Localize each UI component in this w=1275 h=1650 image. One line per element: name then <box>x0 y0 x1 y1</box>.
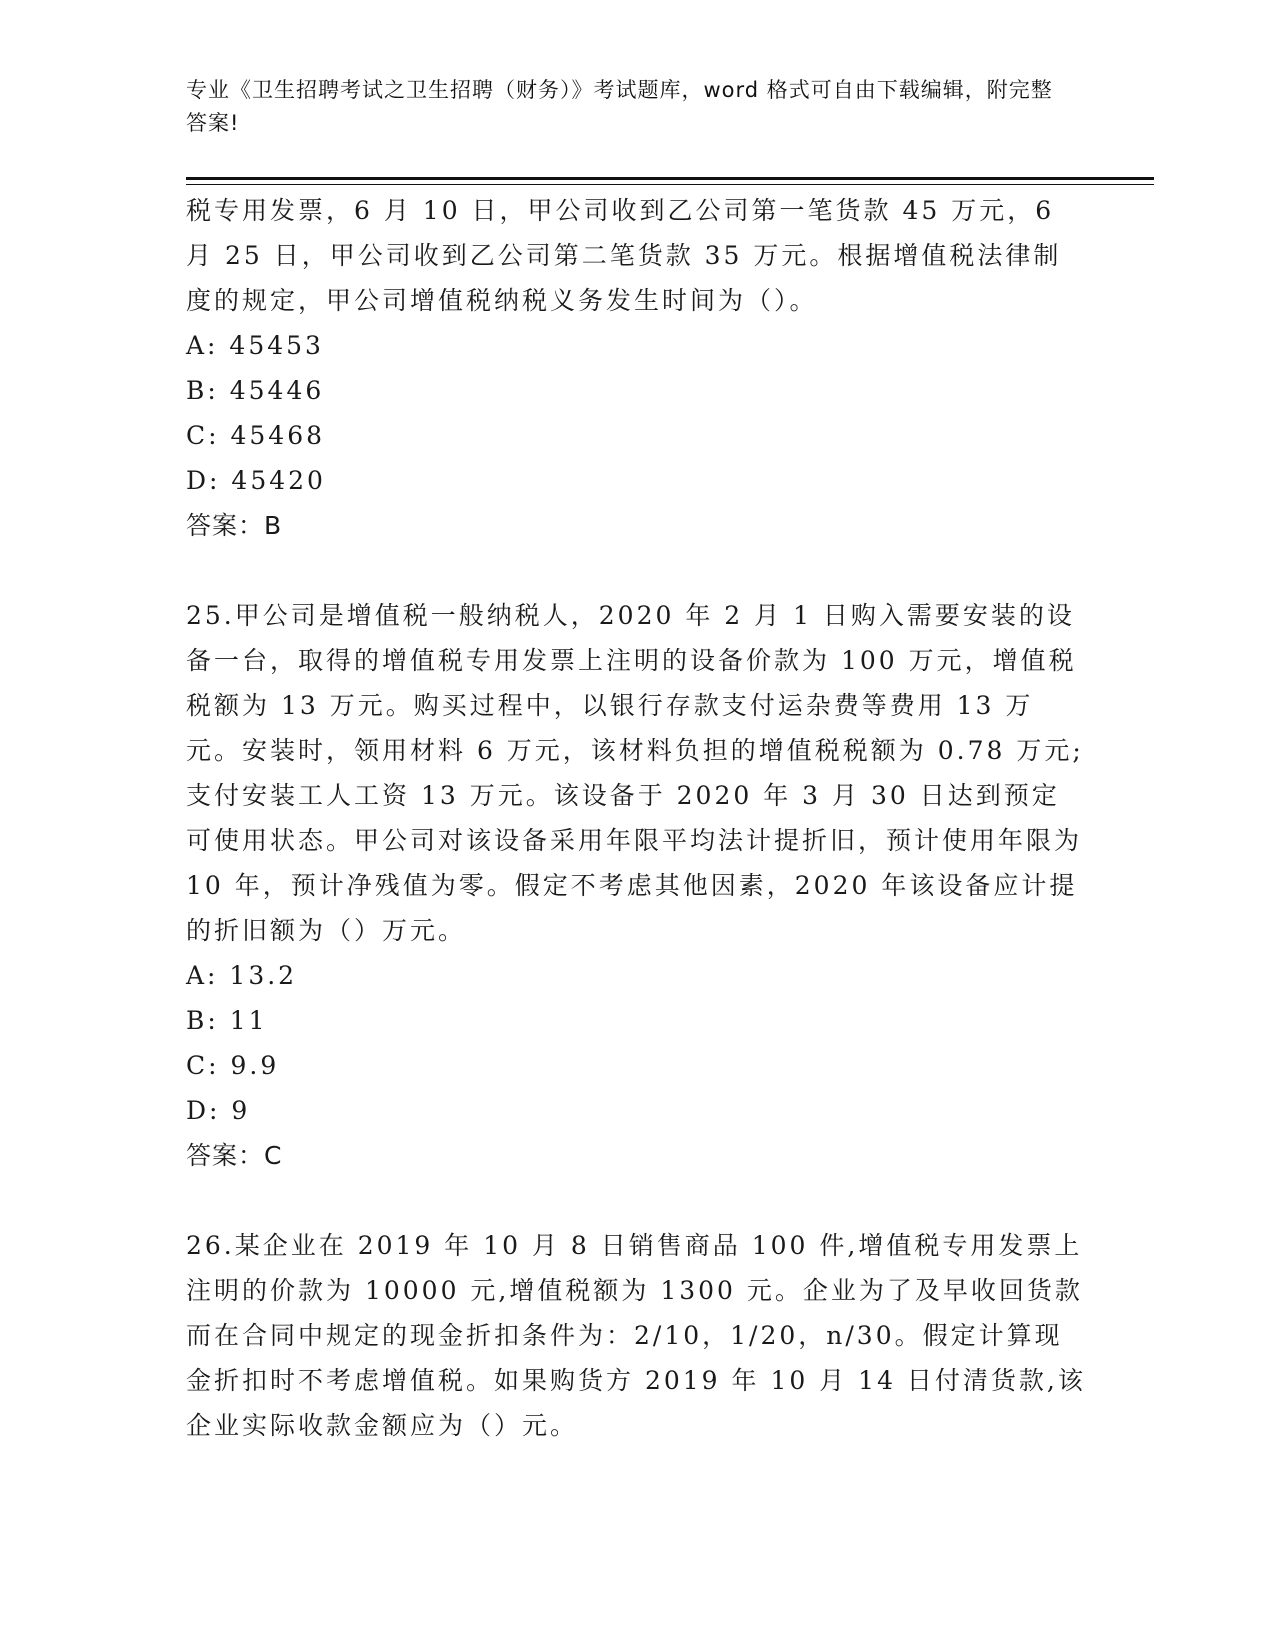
question-25-option-d: D: 9 <box>186 1096 251 1125</box>
spacer <box>186 1178 1086 1223</box>
question-25 <box>186 593 1086 1178</box>
question-content <box>186 188 1086 1448</box>
header-rule-thick <box>186 177 1154 180</box>
question-24-option-c: C: 45468 <box>186 421 326 450</box>
question-24-answer: 答案：B <box>186 511 283 540</box>
question-24-option-d: D: 45420 <box>186 466 326 495</box>
question-25-stem: 25.甲公司是增值税一般纳税人，2020 年 2 月 1 日购入需要安装的设备一台，取得的增值税专用发票上注明的设备价款为 100 万元，增值税税额为 13 万元。购买过程中，以银行存款支付运杂费等费用 13 万元。安装时，领用材料 6 万元，该材料负担的增值税税额为 0.78 万元;支付安装工人工资 13 万元。该设备于 2020 年 3 月 30 日达到预定可使用状态。甲公司对该设备采用年限平均法计提折旧，预计使用年限为 10 年，预计净残值为零。假定不考虑其他因素，2020 年该设备应计提的折旧额为（）万元。 <box>186 601 1084 945</box>
question-25-option-a: A: 13.2 <box>186 961 298 990</box>
question-25-option-c: C: 9.9 <box>186 1051 280 1080</box>
question-24-option-a: A: 45453 <box>186 331 324 360</box>
header-rule-thin <box>186 184 1154 185</box>
question-24-stem: 税专用发票，6 月 10 日，甲公司收到乙公司第一笔货款 45 万元，6 月 25 日，甲公司收到乙公司第二笔货款 35 万元。根据增值税法律制度的规定，甲公司增值税纳税义务发生时间为（）。 <box>186 196 1062 315</box>
question-26 <box>186 1223 1086 1448</box>
document-header: 专业《卫生招聘考试之卫生招聘（财务）》考试题库，word 格式可自由下载编辑，附完整答案! <box>186 78 1053 135</box>
question-24-option-b: B: 45446 <box>186 376 325 405</box>
spacer <box>186 548 1086 593</box>
question-24 <box>186 188 1086 548</box>
question-26-stem: 26.某企业在 2019 年 10 月 8 日销售商品 100 件,增值税专用发票上注明的价款为 10000 元,增值税额为 1300 元。企业为了及早收回货款而在合同中规定的现金折扣条件为：2/10，1/20，n/30。假定计算现金折扣时不考虑增值税。如果购货方 2019 年 10 月 14 日付清货款,该企业实际收款金额应为（）元。 <box>186 1231 1086 1440</box>
question-25-answer: 答案：C <box>186 1141 283 1170</box>
question-25-option-b: B: 11 <box>186 1006 268 1035</box>
